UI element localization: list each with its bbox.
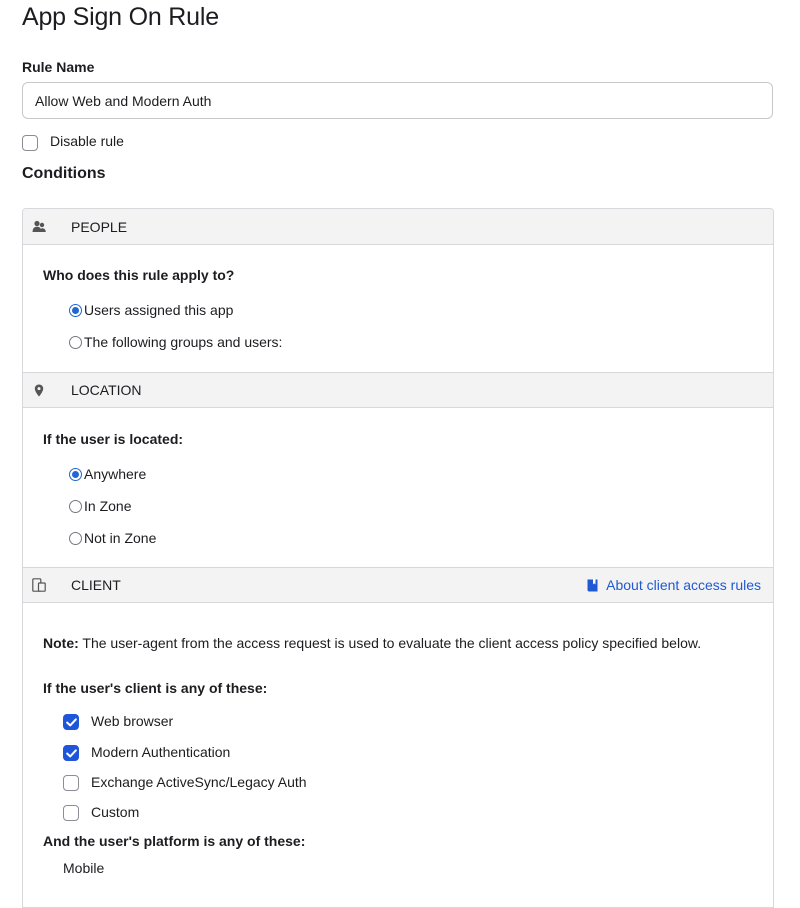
client-note-label: Note: — [43, 635, 79, 651]
location-option-not-in-zone[interactable] — [69, 530, 156, 546]
client-option-exchange[interactable] — [63, 772, 307, 791]
people-question: Who does this rule apply to? — [43, 267, 235, 283]
client-note — [43, 635, 701, 651]
client-note-text: The user-agent from the access request is used to evaluate the client access policy specified below. — [78, 635, 702, 651]
people-option-groups[interactable] — [69, 334, 282, 350]
platform-group-mobile: Mobile — [63, 860, 105, 876]
people-option-label: The following groups and users: — [84, 334, 283, 350]
location-radio-in-zone[interactable] — [69, 500, 82, 513]
client-option-label: Web browser — [91, 712, 174, 729]
people-radio-groups[interactable] — [69, 336, 82, 349]
disable-rule-checkbox[interactable] — [22, 135, 38, 151]
people-section-title: PEOPLE — [71, 218, 128, 235]
client-option-label: Custom — [91, 803, 140, 820]
client-section-title: CLIENT — [71, 577, 121, 593]
disable-rule-checkbox-row[interactable] — [22, 130, 124, 151]
client-option-modern-auth[interactable] — [63, 742, 230, 761]
rule-name-input[interactable] — [22, 82, 773, 119]
location-radio-anywhere[interactable] — [69, 468, 82, 481]
about-client-access-rules-link[interactable] — [587, 577, 761, 593]
client-section-header — [23, 567, 773, 603]
people-section-header — [23, 209, 773, 245]
location-section-header — [23, 372, 773, 408]
client-option-label: Modern Authentication — [91, 743, 231, 760]
client-question: If the user's client is any of these: — [43, 680, 268, 696]
people-option-assigned[interactable] — [69, 302, 233, 318]
location-radio-not-in-zone[interactable] — [69, 532, 82, 545]
exchange-activesync-checkbox[interactable] — [63, 775, 79, 791]
custom-checkbox[interactable] — [63, 805, 79, 821]
rule-name-label: Rule Name — [22, 59, 95, 75]
client-option-custom[interactable] — [63, 802, 139, 821]
location-option-label: Anywhere — [84, 466, 147, 482]
client-option-label: Exchange ActiveSync/Legacy Auth — [91, 773, 307, 790]
client-option-web-browser[interactable] — [63, 711, 173, 730]
conditions-panel — [22, 208, 774, 908]
page-title: App Sign On Rule — [22, 3, 219, 31]
location-option-label: Not in Zone — [84, 530, 157, 546]
people-icon — [31, 218, 47, 234]
modern-authentication-checkbox[interactable] — [63, 745, 79, 761]
location-section-title: LOCATION — [71, 382, 142, 398]
devices-icon — [31, 577, 47, 593]
people-option-label: Users assigned this app — [84, 302, 234, 318]
platform-question: And the user's platform is any of these: — [43, 833, 306, 849]
conditions-heading: Conditions — [22, 165, 106, 182]
location-question: If the user is located: — [43, 431, 184, 447]
book-icon — [587, 579, 598, 592]
about-client-access-rules-label: About client access rules — [606, 577, 761, 593]
check-icon — [66, 749, 77, 758]
location-pin-icon — [31, 382, 47, 398]
people-radio-assigned[interactable] — [69, 304, 82, 317]
disable-rule-label: Disable rule — [50, 132, 124, 149]
web-browser-checkbox[interactable] — [63, 714, 79, 730]
check-icon — [66, 718, 77, 727]
location-option-in-zone[interactable] — [69, 498, 131, 514]
location-option-label: In Zone — [84, 498, 132, 514]
location-option-anywhere[interactable] — [69, 466, 146, 482]
